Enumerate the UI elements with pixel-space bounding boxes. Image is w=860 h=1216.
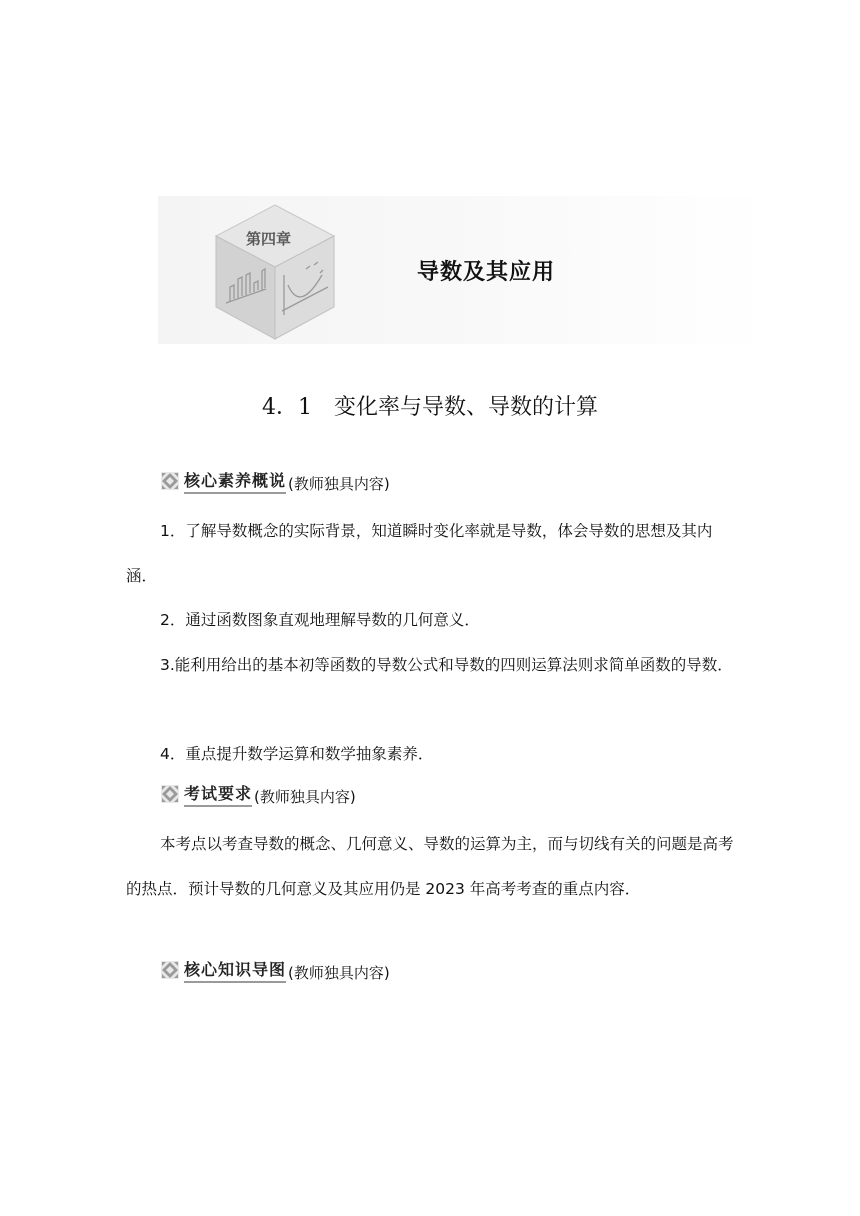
section-title [0, 390, 860, 421]
section-number: 4．1 [261, 395, 312, 420]
heading-note: (教师独具内容) [288, 475, 390, 493]
diamond-pattern-icon [160, 471, 180, 491]
diamond-pattern-icon [160, 960, 180, 980]
exam-requirements-text: 本考点以考查导数的概念、几何意义、导数的运算为主，而与切线有关的问题是高考的热点．预计导数的几何意义及其应用仍是 2023 年高考考查的重点内容． [126, 835, 734, 898]
list-item: 4．重点提升数学运算和数学抽象素养． [160, 745, 434, 763]
heading-label: 考试要求 [184, 781, 252, 807]
list-item: 3.能利用给出的基本初等函数的导数公式和导数的四则运算法则求简单函数的导数． [160, 656, 733, 674]
chapter-title: 导数及其应用 [417, 260, 556, 285]
heading-note: (教师独具内容) [254, 788, 356, 806]
chapter-badge: 第四章 [246, 230, 292, 248]
heading-label: 核心知识导图 [184, 957, 286, 983]
list-item: 2．通过函数图象直观地理解导数的几何意义． [160, 611, 480, 629]
heading-note: (教师独具内容) [288, 964, 390, 982]
section-heading: 变化率与导数、导数的计算 [333, 395, 598, 420]
heading-label: 核心素养概说 [184, 468, 286, 494]
exam-requirements-heading [160, 781, 356, 807]
chapter-cube-icon [210, 203, 340, 341]
diamond-pattern-icon [160, 784, 180, 804]
list-item: 1．了解导数概念的实际背景，知道瞬时变化率就是导数，体会导数的思想及其内涵． [126, 522, 713, 585]
core-literacy-heading [160, 468, 390, 494]
knowledge-map-heading [160, 957, 390, 983]
